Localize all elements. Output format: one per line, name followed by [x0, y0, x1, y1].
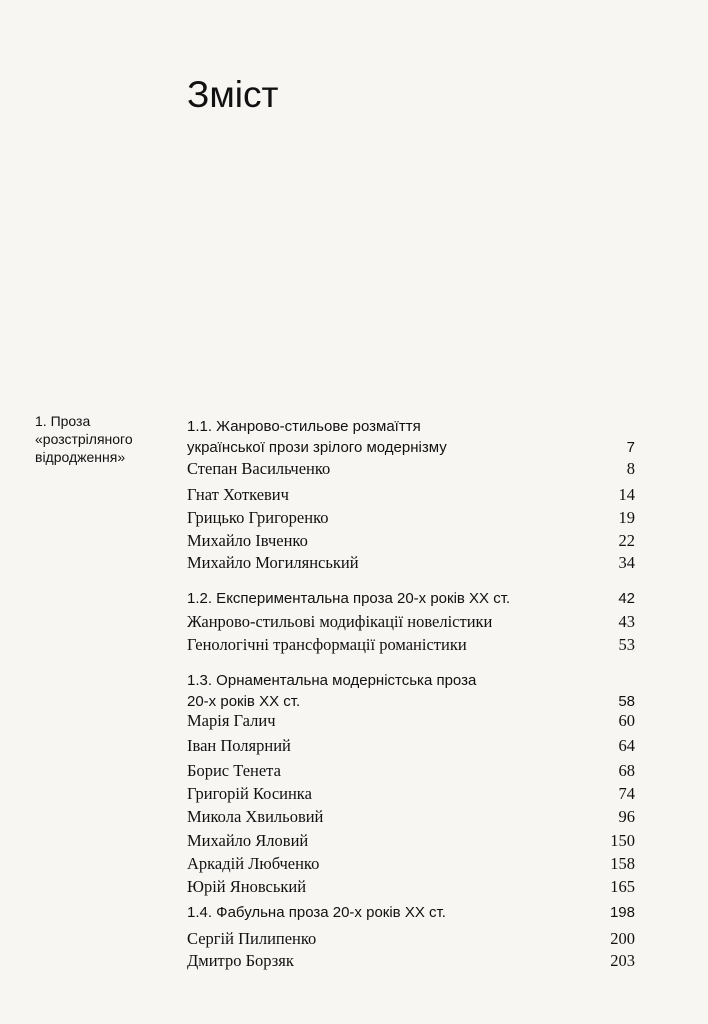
toc-entry-title — [187, 588, 510, 609]
toc-entry — [187, 853, 635, 875]
toc-entry-title — [187, 416, 447, 458]
toc-page-number: 53 — [618, 635, 635, 654]
toc-page-number: 8 — [626, 459, 635, 478]
toc-entry-title-line: 1.3. Орнаментальна модерністська проза — [187, 672, 477, 689]
toc-entry-title — [187, 760, 281, 782]
toc-entry — [187, 783, 635, 805]
part-label-line: 1. Проза — [35, 413, 91, 429]
toc-entry-title — [187, 853, 319, 875]
toc-entry-title-line: Аркадій Любченко — [187, 854, 320, 873]
toc-page-number: 203 — [610, 951, 635, 970]
toc-entry-title — [187, 484, 289, 506]
toc-entry — [187, 611, 635, 633]
toc-page-number: 19 — [618, 508, 635, 527]
toc-page-number: 43 — [618, 612, 635, 631]
toc-entry-title-line: Марія Галич — [187, 711, 276, 730]
toc-entry — [187, 760, 635, 782]
toc-page-number: 74 — [618, 784, 635, 803]
toc-entry-title-line: Гнат Хоткевич — [187, 485, 289, 504]
toc-entry-title — [187, 876, 306, 898]
toc-entry-title-line: Михайло Яловий — [187, 831, 309, 850]
toc-entry-title — [187, 507, 329, 529]
toc-section-heading — [187, 588, 635, 609]
toc-entry-title — [187, 458, 330, 480]
toc-entry — [187, 634, 635, 656]
toc-entry-title — [187, 830, 308, 852]
toc-section-heading — [187, 670, 635, 712]
toc-page-number: 200 — [610, 929, 635, 948]
toc-page-number: 158 — [610, 854, 635, 873]
toc-entry — [187, 876, 635, 898]
part-label-line: відродження» — [35, 449, 126, 465]
toc-page-number: 60 — [618, 711, 635, 730]
toc-entry-title-line: Іван Полярний — [187, 736, 291, 755]
toc-page-number: 58 — [618, 693, 635, 710]
toc-entry-title — [187, 735, 291, 757]
toc-entry-title-line: 1.2. Експериментальна проза 20-х років XX ст. — [187, 590, 511, 607]
toc-entry-title — [187, 783, 312, 805]
toc-entry — [187, 950, 635, 972]
toc-entry-title-line: Микола Хвильовий — [187, 807, 324, 826]
toc-entry — [187, 735, 635, 757]
toc-entry — [187, 458, 635, 480]
toc-section-heading — [187, 416, 635, 458]
toc-page-number: 198 — [609, 904, 635, 921]
toc-entry — [187, 710, 635, 732]
toc-page-number: 150 — [610, 831, 635, 850]
toc-page-number: 14 — [618, 485, 635, 504]
toc-entry-title-line: Григорій Косинка — [187, 784, 312, 803]
toc-entry-title-line: 1.1. Жанрово-стильове розмаїття — [187, 418, 421, 435]
toc-entry-title-line: Михайло Могилянський — [187, 553, 359, 572]
toc-entry-title — [187, 611, 492, 633]
toc-entry-title — [187, 634, 467, 656]
toc-page-number: 7 — [626, 439, 635, 456]
part-label-line: «розстріляного — [35, 431, 133, 447]
toc-entry-title-line: Юрій Яновський — [187, 877, 307, 896]
toc-entry — [187, 552, 635, 574]
part-label — [35, 412, 175, 466]
toc-entry-title — [187, 670, 476, 712]
toc-entry-title-line: Грицько Григоренко — [187, 508, 329, 527]
toc-entry-title-line: Сергій Пилипенко — [187, 929, 317, 948]
toc-entry-title-line: Степан Васильченко — [187, 459, 331, 478]
toc-entry-title-line: Дмитро Борзяк — [187, 951, 294, 970]
toc-entry-title — [187, 806, 323, 828]
toc-entry-title — [187, 552, 359, 574]
toc-entry-title-line: 1.4. Фабульна проза 20-х років XX ст. — [187, 904, 446, 921]
toc-page-number: 22 — [618, 531, 635, 550]
toc-entry — [187, 806, 635, 828]
toc-section-heading — [187, 902, 635, 923]
toc-entry-title-line: Жанрово-стильові модифікації новелістики — [187, 612, 493, 631]
page-title: Зміст — [187, 74, 279, 115]
toc-entry-title-line: української прози зрілого модернізму — [187, 439, 447, 456]
toc-entry-title — [187, 928, 316, 950]
toc-entry — [187, 484, 635, 506]
toc-page-number: 34 — [618, 553, 635, 572]
toc-entry — [187, 507, 635, 529]
toc-entry — [187, 830, 635, 852]
toc-page-number: 96 — [618, 807, 635, 826]
toc-entry-title — [187, 710, 276, 732]
toc-entry-title-line: 20-х років XX ст. — [187, 693, 301, 710]
toc-entry — [187, 530, 635, 552]
toc-entry-title-line: Генологічні трансформації романістики — [187, 635, 467, 654]
toc-page-number: 68 — [618, 761, 635, 780]
toc-entry-title-line: Михайло Івченко — [187, 531, 308, 550]
toc-entry-title — [187, 902, 446, 923]
toc-entry-title — [187, 530, 308, 552]
toc-entry-title-line: Борис Тенета — [187, 761, 281, 780]
toc-page-number: 165 — [610, 877, 635, 896]
toc-page-number: 42 — [618, 590, 635, 607]
toc-page-number: 64 — [618, 736, 635, 755]
toc-entry — [187, 928, 635, 950]
toc-entry-title — [187, 950, 294, 972]
